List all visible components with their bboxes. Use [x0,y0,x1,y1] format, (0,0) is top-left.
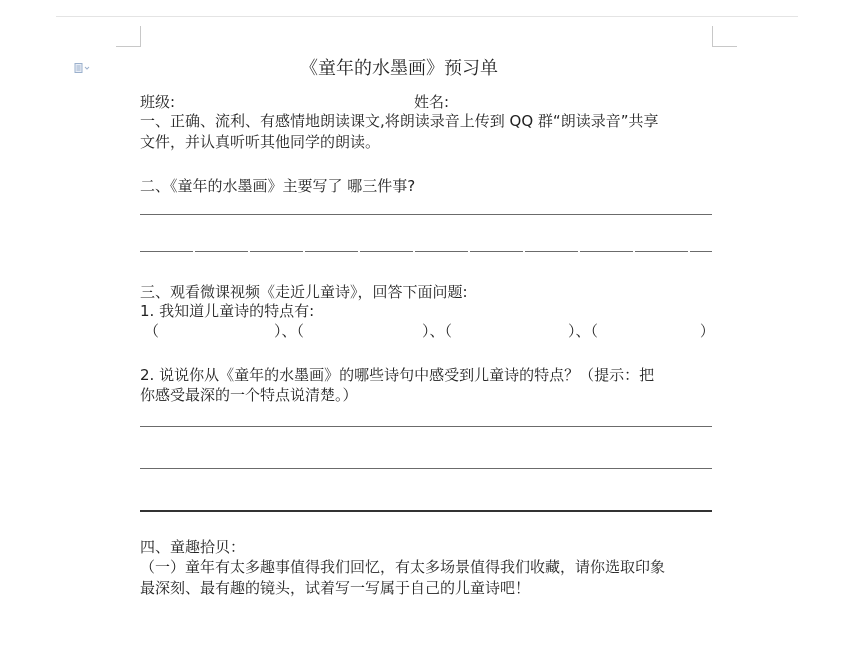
name-label: 姓名: [414,93,450,111]
section1-line1: 一、正确、流利、有感情地朗读课文,将朗读录音上传到 QQ 群“朗读录音”共享 [140,112,659,130]
section4-line1: （一）童年有太多趣事值得我们回忆，有太多场景值得我们收藏，请你选取印象 [140,558,666,576]
section1-line2: 文件，并认真听听其他同学的朗读。 [140,133,381,151]
blank-bracket: ）、（ [568,322,599,340]
crop-mark-top-right [712,26,737,47]
answer-line [140,426,712,427]
section4-heading: 四、童趣拾贝： [140,538,246,556]
document-title: 《童年的水墨画》预习单 [300,58,498,79]
section3-question1: 1. 我知道儿童诗的特点有: [140,302,315,320]
section2-question: 二、《童年的水墨画》主要写了 哪三件事? [140,177,416,195]
blank-bracket: ）、（ [422,322,453,340]
document-icon[interactable] [74,63,90,73]
answer-line [140,251,712,252]
section4-line2: 最深刻、最有趣的镜头，试着写一写属于自己的儿童诗吧！ [140,579,531,597]
blank-bracket: ）、（ [274,322,305,340]
answer-line [140,468,712,469]
crop-mark-top-left [116,26,141,47]
section3-heading: 三、观看微课视频《走近儿童诗》，回答下面问题: [140,283,468,301]
class-label: 班级: [140,93,176,111]
section3-question2-line2: 你感受最深的一个特点说清楚。） [140,386,358,404]
page-top-border [56,16,798,17]
blank-bracket: ） [700,322,715,340]
answer-line [140,510,712,512]
section3-question2-line1: 2. 说说你从《童年的水墨画》的哪些诗句中感受到儿童诗的特点？（提示：把 [140,366,655,384]
answer-line [140,214,712,215]
blank-bracket: （ [144,322,160,340]
